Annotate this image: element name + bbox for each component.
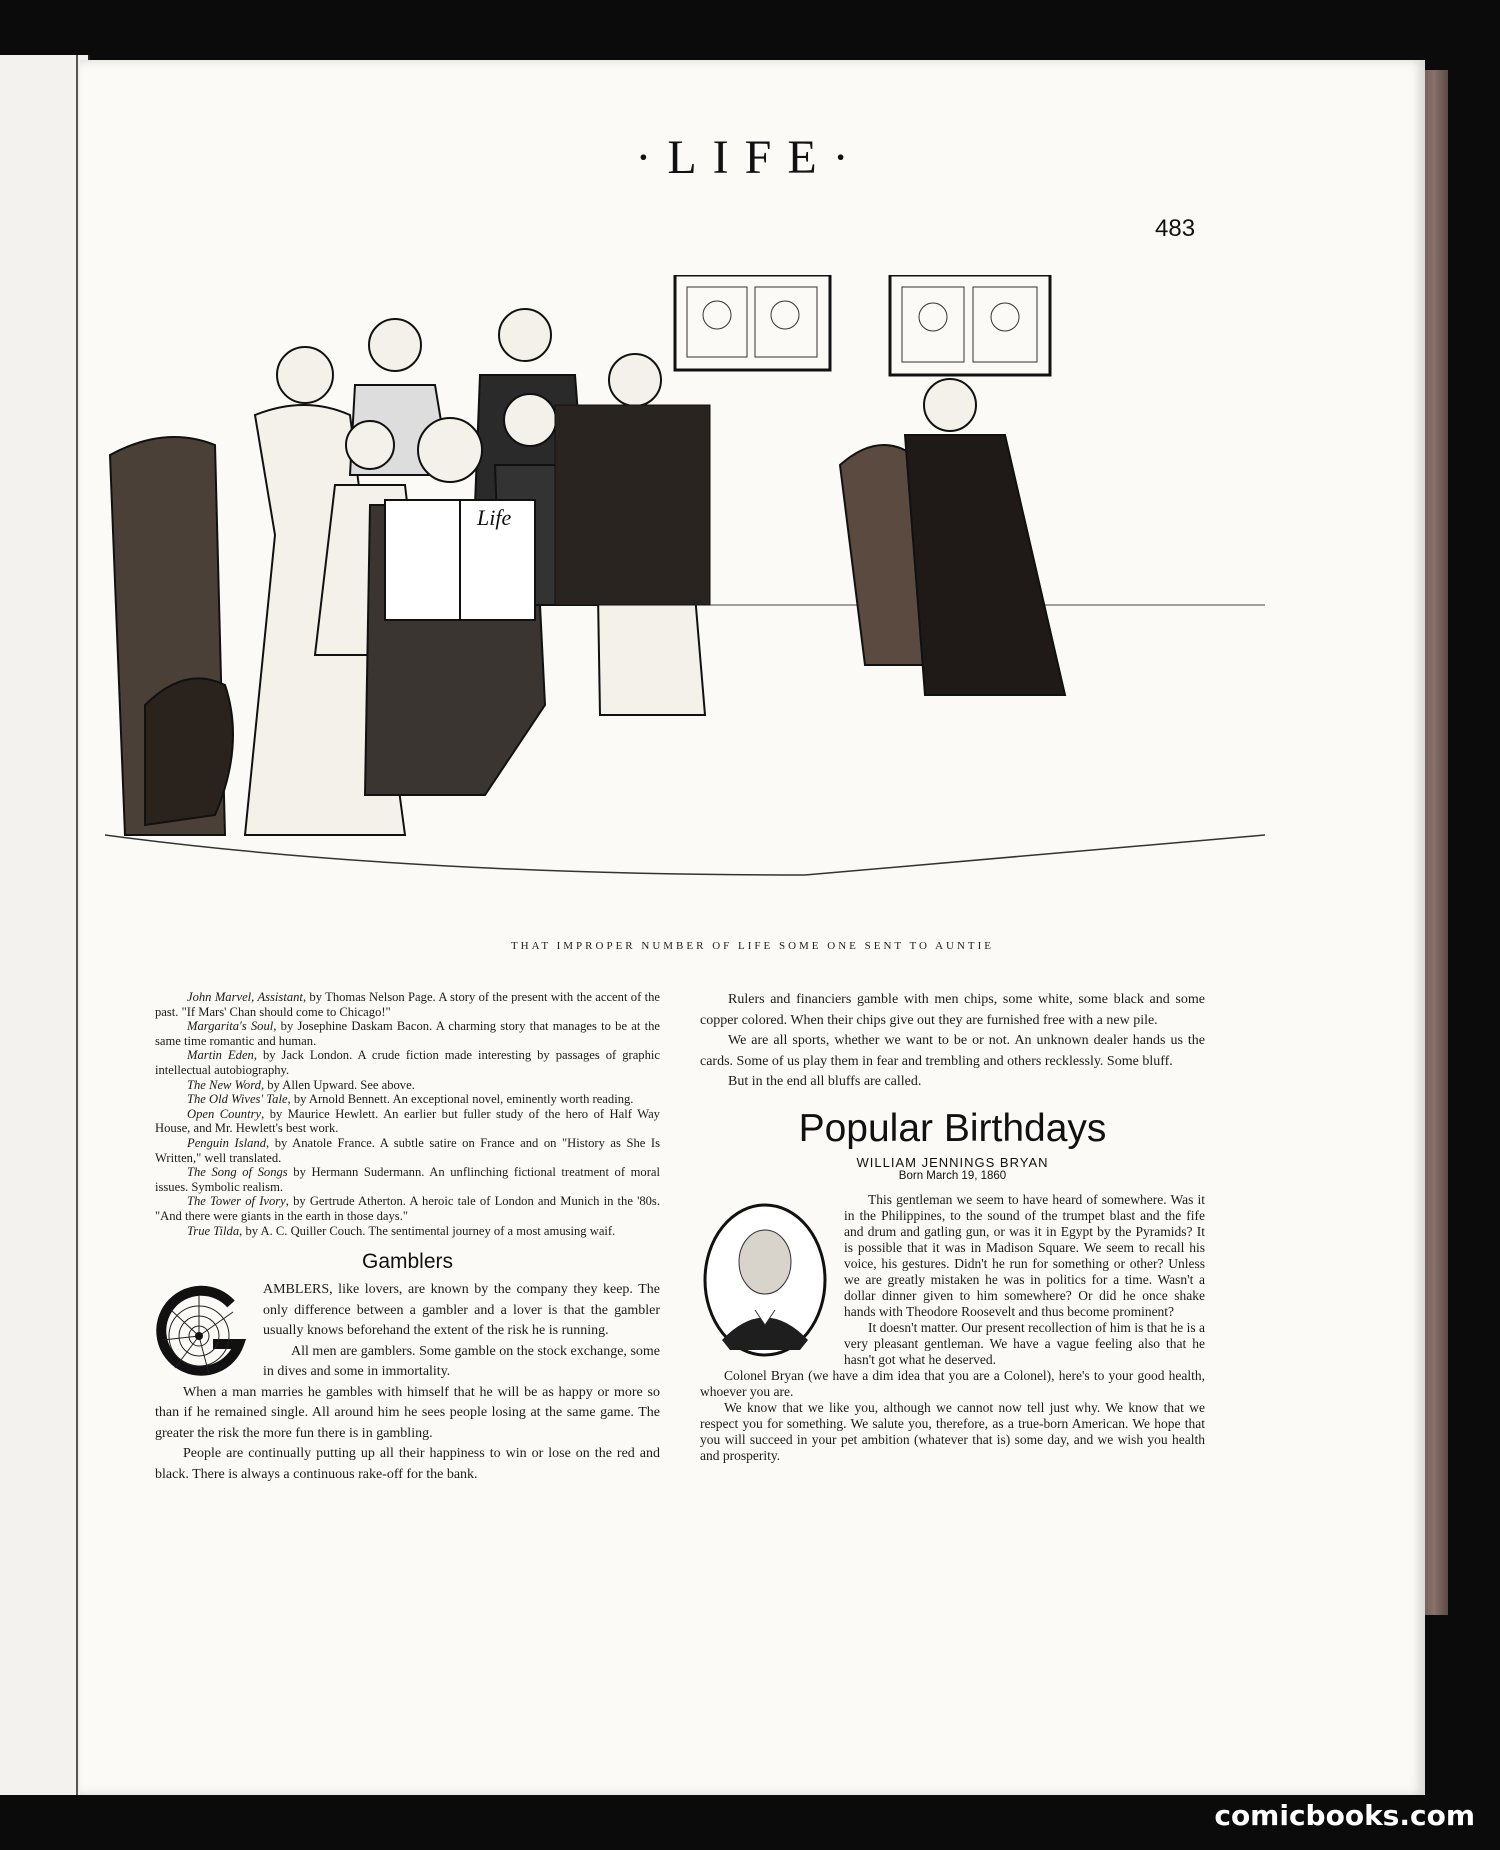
auntie-figure xyxy=(840,379,1065,695)
book-entry: The New Word, by Allen Upward. See above. xyxy=(187,1077,415,1092)
gamblers-paragraph: When a man marries he gambles with himself that he will be as happy or more so than if he remained single. All around him he sees people losing at the same game. The greater the risk the more fun there is in gambling. xyxy=(155,1384,660,1441)
page-number: 483 xyxy=(1155,215,1196,242)
wall-picture-frame xyxy=(675,275,830,370)
birthdays-paragraph: This gentleman we seem to have heard of somewhere. Was it in the Philippines, to the sound of the trumpet blast and the fife and drum and gatling gun, or was it in Egypt by the Pyramids? It is possible that it was in Madison Square. We seem to recall his voice, his gestures. Didn't he run for something or other? Unless we are greatly mistaken he was in politics for a time. Wasn't a dollar dinner given to him somewhere? Or did he once shake hands with Theodore Roosevelt and thus become prominent? xyxy=(700,1192,1205,1320)
continuation-paragraph: But in the end all bluffs are called. xyxy=(728,1074,922,1089)
gamblers-paragraph: All men are gamblers. Some gamble on the stock exchange, some in dives and some in immortality. xyxy=(263,1343,660,1380)
gamblers-heading: Gamblers xyxy=(361,1250,454,1274)
gamblers-continuation xyxy=(700,990,1205,1093)
gamblers-article xyxy=(155,1280,660,1485)
facing-page-edge xyxy=(0,55,90,1795)
book-list xyxy=(155,990,660,1238)
illustration-caption: THAT IMPROPER NUMBER OF LIFE SOME ONE SENT TO AUNTIE xyxy=(510,940,995,952)
dog xyxy=(145,678,233,825)
book-entry: John Marvel, Assistant, by Thomas Nelson Page. A story of the present with the accent of the past. "If Mars' Chan should come to Chicago!" xyxy=(155,990,660,1019)
left-column xyxy=(155,990,660,1485)
book-entry: Margarita's Soul, by Josephine Daskam Bacon. A charming story that manages to be at the same time romantic and human. xyxy=(155,1019,660,1048)
birthdays-paragraph: We know that we like you, although we cannot now tell just why. We know that we respect you for something. We salute you, therefore, as a true-born American. We hope that you will succeed in your pet ambition (whatever that is) some day, and we wish you health and prosperity. xyxy=(700,1399,1205,1463)
book-entry: The Old Wives' Tale, by Arnold Bennett. An exceptional novel, eminently worth reading. xyxy=(187,1092,634,1107)
wall-picture-frame xyxy=(890,275,1050,375)
subject-name: WILLIAM JENNINGS BRYAN xyxy=(856,1154,1049,1170)
spiderweb-dropcap-g-icon xyxy=(153,1282,253,1382)
desk xyxy=(555,405,710,605)
birthdays-paragraph: Colonel Bryan (we have a dim idea that you are a Colonel), here's to your good health, whoever you are. xyxy=(700,1367,1205,1399)
continuation-paragraph: We are all sports, whether we want to be or not. An unknown dealer hands us the cards. Some of us play them in fear and trembling and others recklessly. Some bluff. xyxy=(700,1033,1205,1069)
birthdays-paragraph: It doesn't matter. Our present recollection of him is that he is a very pleasant gentleman. We have a vague feeling also that he hasn't got what he deserved. xyxy=(844,1319,1205,1367)
book-entry: The Song of Songs by Hermann Sudermann. An unflinching fictional treatment of moral issues. Symbolic realism. xyxy=(155,1165,660,1194)
gamblers-paragraph: People are continually putting up all their happiness to win or lose on the red and black. There is always a continuous rake-off for the bank. xyxy=(155,1446,660,1482)
book-entry: Penguin Island, by Anatole France. A subtle satire on France and on "History as She Is Written," well translated. xyxy=(155,1135,660,1165)
site-watermark: comicbooks.com xyxy=(1214,1799,1475,1832)
bryan-portrait-image xyxy=(700,1200,830,1360)
book-entry: True Tilda, by A. C. Quiller Couch. The sentimental journey of a most amusing waif. xyxy=(187,1223,616,1238)
magazine-cover-label: Life xyxy=(477,505,512,530)
book-entry: Martin Eden, by Jack London. A crude fiction made interesting by passages of graphic intellectual autobiography. xyxy=(155,1048,660,1077)
continuation-paragraph: Rulers and financiers gamble with men chips, some white, some black and some copper colored. When their chips give out they are furnished free with a new pile. xyxy=(700,992,1205,1028)
family-reading-illustration xyxy=(105,275,1265,930)
gamblers-first-paragraph: AMBLERS, like lovers, are known by the company they keep. The only difference between a gambler and a lover is that the gambler usually knows beforehand the extent of the risk he is running. xyxy=(155,1280,660,1342)
book-entry: Open Country, by Maurice Hewlett. An earlier but fuller study of the hero of Half Way House, and Mr. Hewlett's best work. xyxy=(155,1106,660,1136)
birth-date: Born March 19, 1860 xyxy=(898,1169,1007,1182)
popular-birthdays-heading: Popular Birthdays xyxy=(798,1106,1107,1150)
right-column xyxy=(700,990,1205,1464)
life-magazine xyxy=(385,500,535,620)
masthead-title: ·LIFE· xyxy=(635,131,865,184)
birthdays-article xyxy=(700,1192,1205,1464)
book-entry: The Tower of Ivory, by Gertrude Atherton. A heroic tale of London and Munich in the '80s. "And there were giants in the earth in those days." xyxy=(155,1194,660,1223)
